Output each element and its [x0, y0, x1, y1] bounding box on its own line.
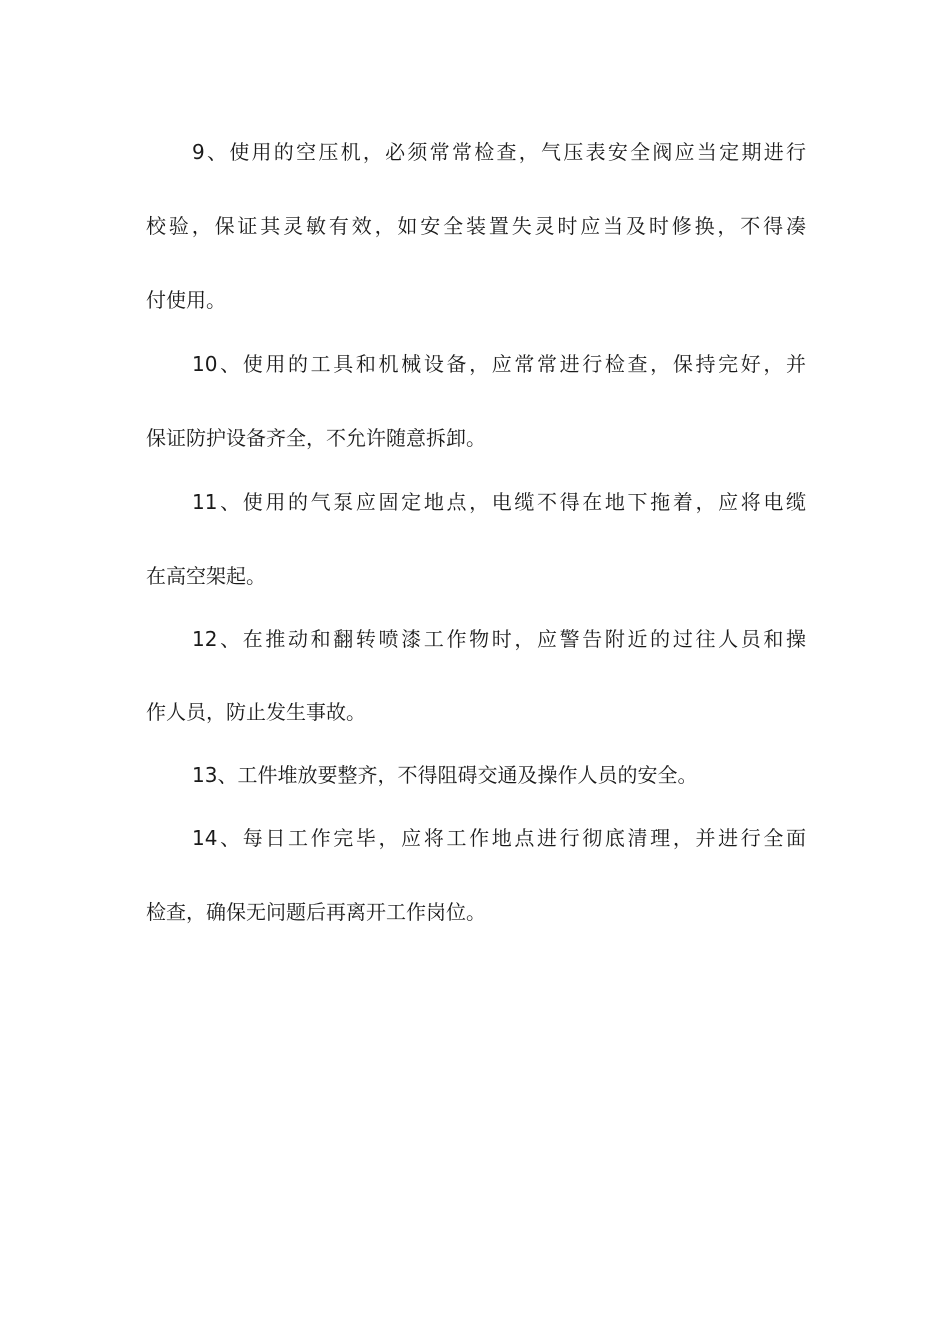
item-14-line-1: 14、每日工作完毕，应将工作地点进行彻底清理，并进行全面 [192, 826, 806, 850]
item-11-line-1: 11、使用的气泵应固定地点，电缆不得在地下拖着，应将电缆 [192, 490, 806, 514]
item-11-line-2: 在高空架起。 [146, 564, 266, 588]
item-9-line-1: 9、使用的空压机，必须常常检查，气压表安全阀应当定期进行 [192, 140, 806, 164]
item-14-line-2: 检查，确保无问题后再离开工作岗位。 [146, 900, 486, 924]
item-10-line-1: 10、使用的工具和机械设备，应常常进行检查，保持完好，并 [192, 352, 806, 376]
item-10-line-2: 保证防护设备齐全，不允许随意拆卸。 [146, 426, 486, 450]
item-12-line-2: 作人员，防止发生事故。 [146, 700, 366, 724]
item-9-line-2: 校验，保证其灵敏有效，如安全装置失灵时应当及时修换，不得凑 [146, 214, 806, 238]
item-12-line-1: 12、在推动和翻转喷漆工作物时，应警告附近的过往人员和操 [192, 627, 806, 651]
item-9-line-3: 付使用。 [146, 288, 226, 312]
item-13-line-1: 13、工件堆放要整齐，不得阻碍交通及操作人员的安全。 [192, 763, 698, 787]
